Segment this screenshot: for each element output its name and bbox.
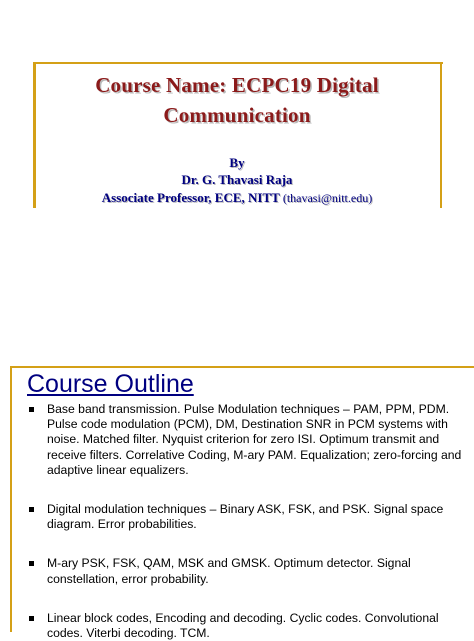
- list-item-text: Base band transmission. Pulse Modulation techniques – PAM, PPM, PDM. Pulse code modulation (PCM), DM, Destination SNR in PCM systems with noise. Matched filter. Nyquist criterion for zero ISI. Optimum transmit and receive filters. Correlative Coding, M-ary PAM. Equalization; zero-forcing and adaptive linear equalizers.: [47, 402, 462, 477]
- frame-top-line: [33, 62, 443, 64]
- list-item: [27, 556, 467, 586]
- slide-divider: [0, 334, 474, 346]
- author-email: (thavasi@nitt.edu): [282, 191, 373, 205]
- author-position: [40, 190, 434, 206]
- outline-list: [27, 402, 467, 641]
- position-text: Associate Professor, ECE, NITT: [101, 190, 280, 205]
- bullet-icon: [29, 407, 34, 412]
- frame-top-line: [10, 366, 474, 368]
- author-name: Dr. G. Thavasi Raja: [181, 172, 293, 187]
- list-item: [27, 611, 467, 641]
- frame-left-line: [10, 366, 12, 632]
- outline-heading: Course Outline: [27, 370, 194, 398]
- course-title-line2: Communication: [163, 103, 311, 127]
- frame-left-line: [33, 62, 36, 208]
- bullet-icon: [29, 616, 34, 621]
- list-item: [27, 502, 467, 532]
- by-label: By: [229, 155, 245, 170]
- list-item-text: Linear block codes, Encoding and decoding. Cyclic codes. Convolutional codes. Viterbi decoding. TCM.: [47, 610, 439, 641]
- list-item-text: Digital modulation techniques – Binary ASK, FSK, and PSK. Signal space diagram. Error probabilities.: [47, 502, 444, 532]
- bullet-icon: [29, 561, 34, 566]
- outline-slide: [0, 346, 474, 641]
- frame-right-line: [440, 62, 442, 208]
- list-item: [27, 402, 467, 478]
- list-item-text: M-ary PSK, FSK, QAM, MSK and GMSK. Optimum detector. Signal constellation, error probability.: [47, 556, 411, 586]
- course-title-line1: Course Name: ECPC19 Digital: [95, 73, 379, 97]
- bullet-icon: [29, 507, 34, 512]
